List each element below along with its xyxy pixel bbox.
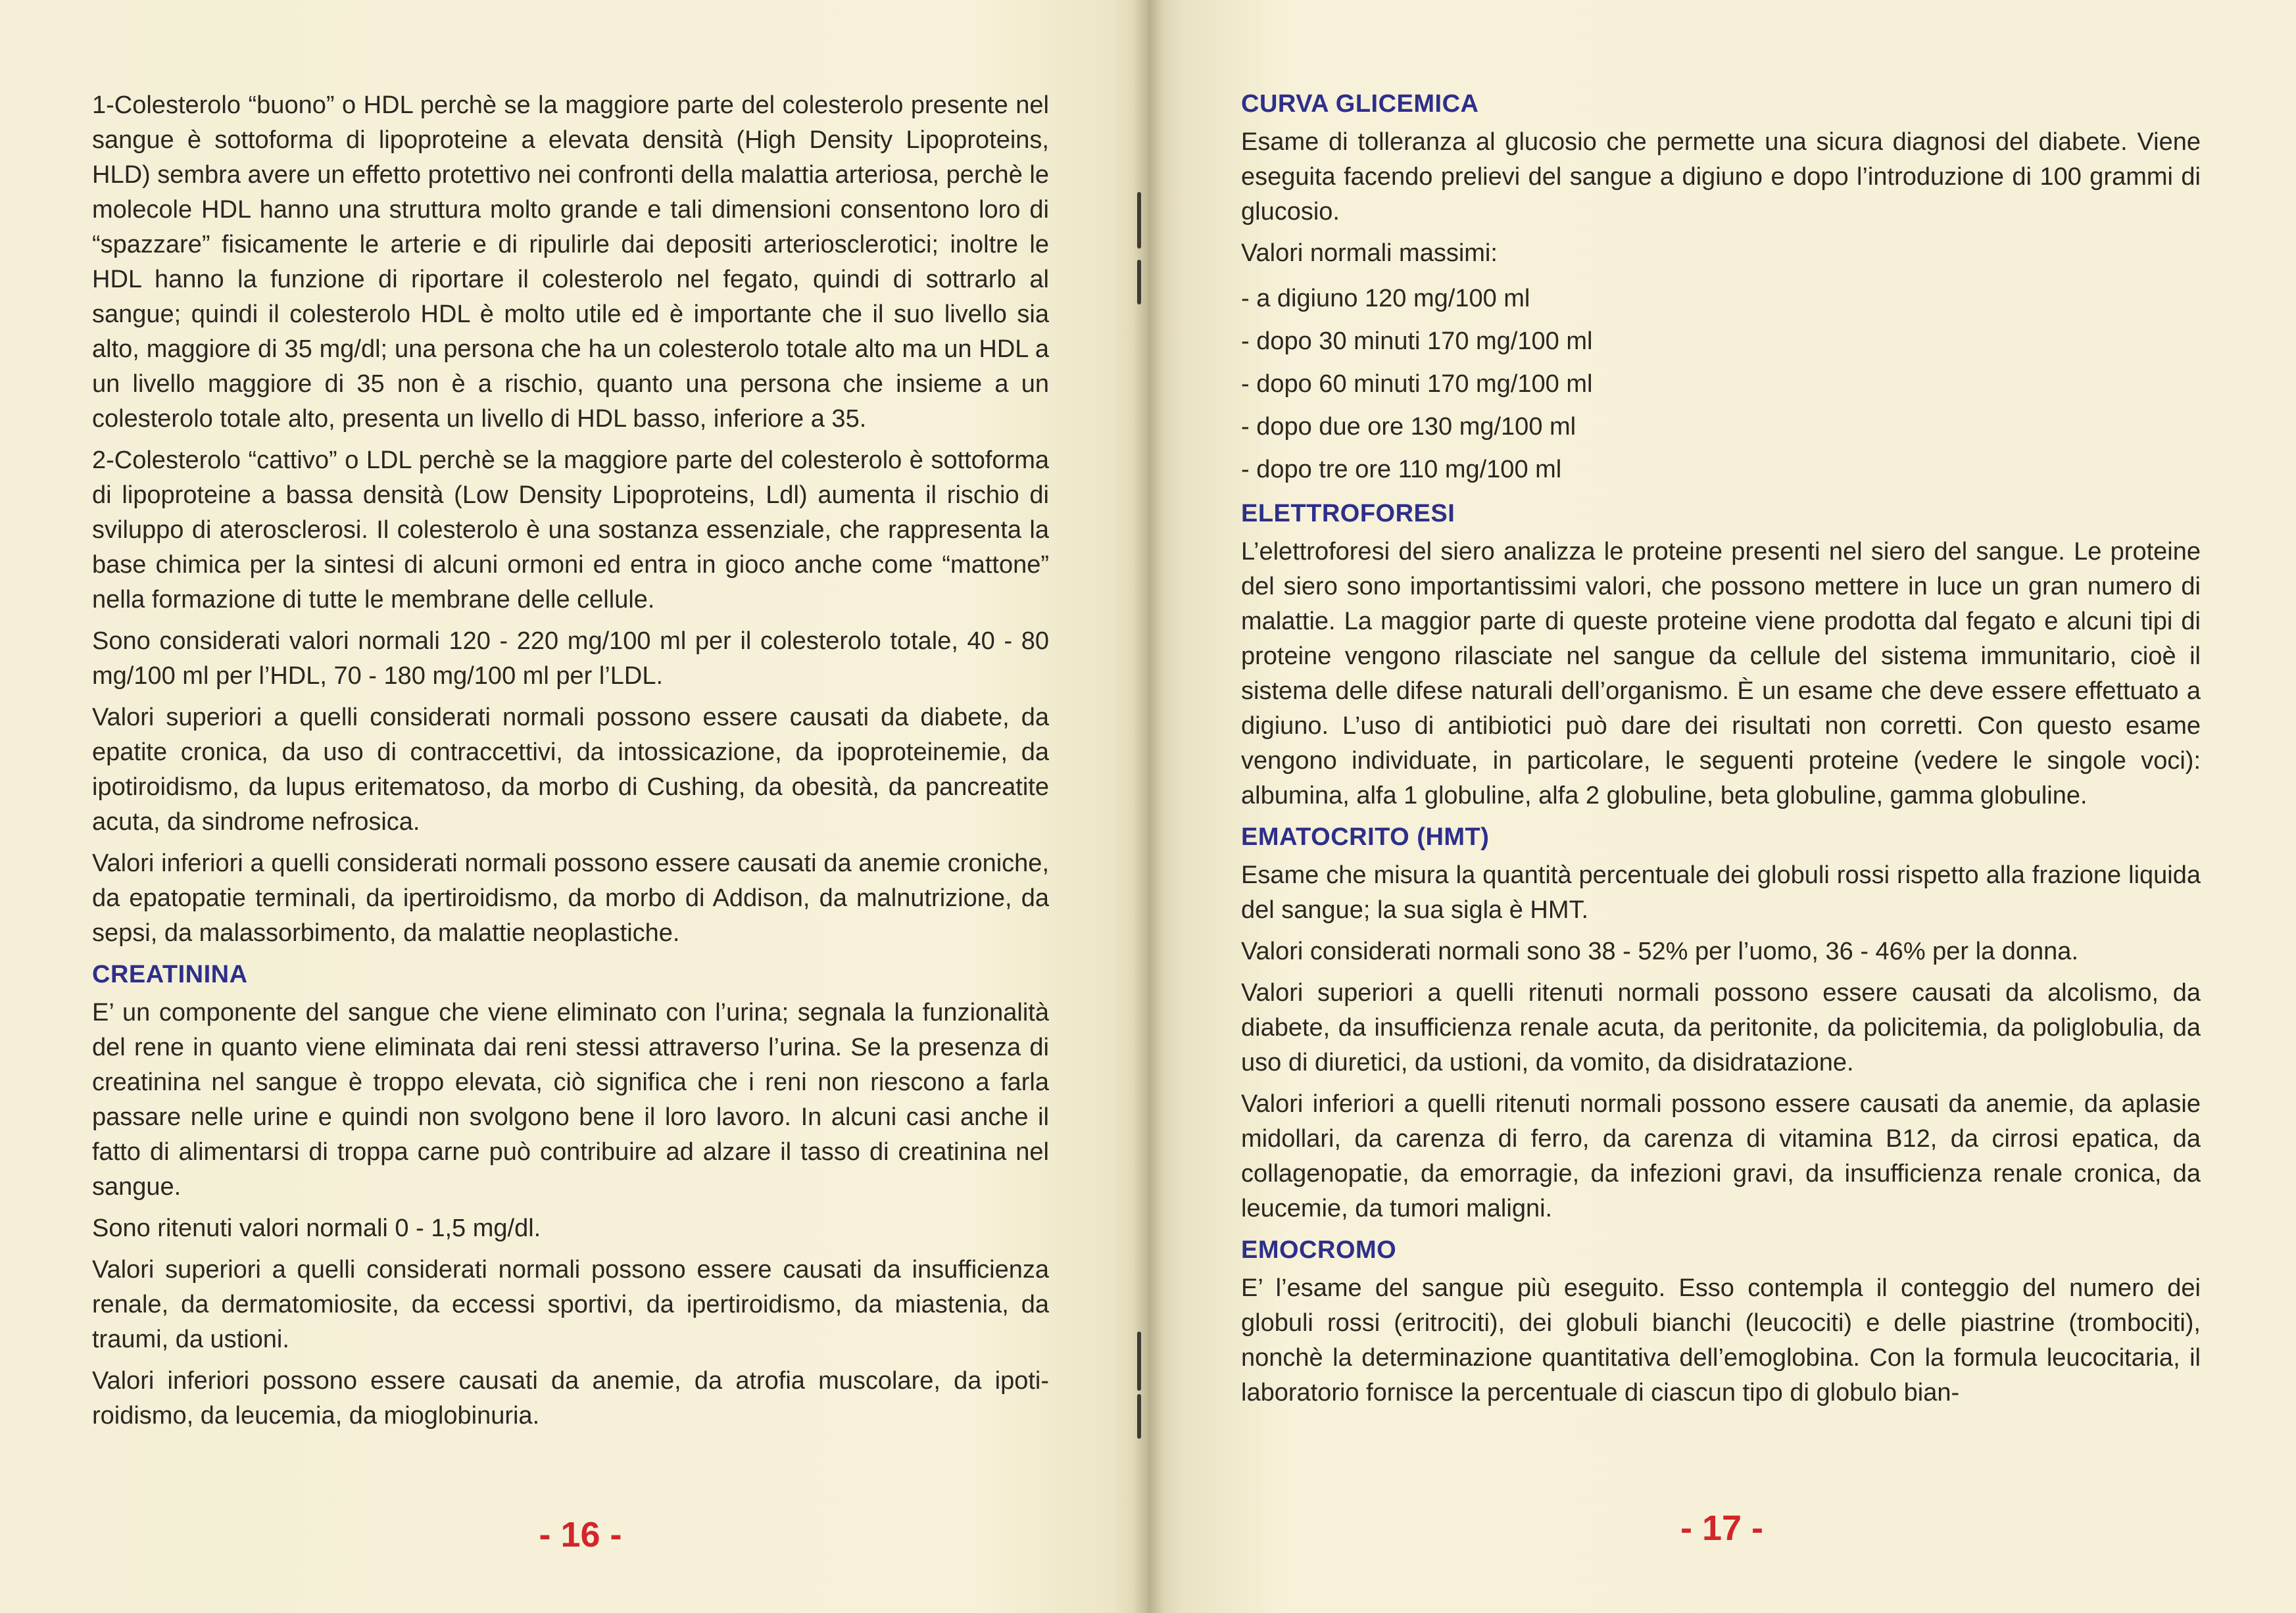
section-heading-curva-glicemica: CURVA GLICEMICA xyxy=(1241,90,1479,118)
paragraph-creatinina-intro: E’ un componente del sangue che viene eliminato con l’urina; segnala la funzionalità del rene in quanto viene eliminata dai reni stessi attraverso l’urina. Se la presenza di creatinina nel sangue è troppo elevata, ciò significa che i reni non riescono a farla passare nelle urine e quindi non svolgono bene il loro lavoro. In alcuni casi anche il fatto di alimentarsi di troppa carne può contribuire ad alzare il tasso di creatinina nel sangue. xyxy=(92,999,1049,1201)
list-item: - dopo due ore 130 mg/100 ml xyxy=(1241,413,1576,441)
paragraph-creatinina-low-values: Valori inferiori possono essere causati da anemie, da atrofia muscolare, da ipotiroidismo, da leucemia, da mioglobinuria. xyxy=(92,1367,1049,1430)
paragraph-ematocrito-high-values: Valori superiori a quelli ritenuti normali possono essere causati da alcolismo, da diabete, da insufficienza renale acuta, da peritonite, da policitemia, da poliglobulia, da uso di diuretici, da ustioni, da vomito, da disidratazione. xyxy=(1241,979,2201,1076)
staple-top-lower xyxy=(1137,260,1141,304)
curva-values-list xyxy=(1241,277,2201,491)
staple-bottom-lower xyxy=(1137,1394,1141,1439)
paragraph-hdl: 1-Colesterolo “buono” o HDL perchè se la maggiore parte del colesterolo presente nel sangue è sottoforma di lipoproteine a elevata densità (High Density Lipoproteins, HLD) sembra avere un effetto protettivo nei confronti della malattia arteriosa, perchè le molecole HDL hanno una struttura molto grande e tali dimensioni consentono loro di “spazzare” fisicamente le arterie e di ripulirle dai depositi arteriosclerotici; inoltre le HDL hanno la funzione di riportare il colesterolo nel fegato, quindi di sottrarlo al sangue; quindi il colesterolo HDL è molto utile ed è importante che il suo livello sia alto, maggiore di 35 mg/dl; una persona che ha un colesterolo totale alto ma un HDL a un livello maggiore di 35 non è a rischio, quanto una persona che insieme a un colesterolo totale alto, presenta un livello di HDL basso, inferiore a 35. xyxy=(92,91,1049,433)
paragraph-creatinina-high-values: Valori superiori a quelli considerati normali possono essere causati da insufficienza renale, da dermatomiosite, da eccessi sportivi, da ipertiroidismo, da miastenia, da traumi, da ustioni. xyxy=(92,1256,1049,1353)
section-heading-emocromo: EMOCROMO xyxy=(1241,1236,1397,1264)
section-heading-creatinina: CREATININA xyxy=(92,961,248,988)
staple-bottom-upper xyxy=(1137,1332,1141,1391)
paragraph-colesterolo-low-values: Valori inferiori a quelli considerati normali possono essere causati da anemie croniche, da epatopatie terminali, da ipertiroidismo, da morbo di Addison, da malnutrizione, da sepsi, da malassorbimento, da malattie neoplastiche. xyxy=(92,850,1049,947)
paragraph-elettroforesi: L’elettroforesi del siero analizza le proteine presenti nel siero del sangue. Le proteine del siero sono importantissimi valori, che possono mettere in luce un gran numero di malattie. La maggior parte di queste proteine viene prodotta dal fegato e alcuni tipi di proteine vengono rilasciate nel sangue da cellule del sistema immunitario, cioè il sistema delle difese naturali dell’organismo. È un esame che deve essere effettuato a digiuno. L’uso di antibiotici può dare dei risultati non corretti. Con questo esame vengono individuate, in particolare, le seguenti proteine (vedere le singole voci): albumina, alfa 1 globuline, alfa 2 globuline, beta globuline, gamma globuline. xyxy=(1241,538,2201,809)
paragraph-ldl: 2-Colesterolo “cattivo” o LDL perchè se la maggiore parte del colesterolo è sottoforma di lipoproteine a bassa densità (Low Density Lipoproteins, Ldl) aumenta il rischio di sviluppo di aterosclerosi. Il colesterolo è una sostanza essenziale, che rappresenta la base chimica per la sintesi di alcuni ormoni ed entra in gioco anche come “mattone” nella formazione di tutte le membrane delle cellule. xyxy=(92,446,1049,614)
page-number: - 17 - xyxy=(1680,1508,1764,1548)
paragraph-ematocrito-intro: Esame che misura la quantità percentuale dei globuli rossi rispetto alla frazione liquida del sangue; la sua sigla è HMT. xyxy=(1241,861,2201,924)
page-number: - 16 - xyxy=(539,1515,622,1554)
paragraph-ematocrito-low-values: Valori inferiori a quelli ritenuti normali possono essere causati da anemie, da aplasie midollari, da carenza di ferro, da carenza di vitamina B12, da cirrosi epatica, da collagenopatie, da emorragie, da infezioni gravi, da insufficienza renale cronica, da leucemie, da tumori maligni. xyxy=(1241,1090,2201,1222)
paragraph-colesterolo-normal-values: Sono considerati valori normali 120 - 220 mg/100 ml per il colesterolo totale, 40 - 80 mg/100 ml per l’HDL, 70 - 180 mg/100 ml per l’LDL. xyxy=(92,627,1049,690)
section-heading-ematocrito: EMATOCRITO (HMT) xyxy=(1241,823,1490,851)
staple-top-upper xyxy=(1137,192,1141,249)
list-item: - dopo tre ore 110 mg/100 ml xyxy=(1241,456,1562,483)
list-item: - a digiuno 120 mg/100 ml xyxy=(1241,285,1530,312)
paragraph-ematocrito-normal-values: Valori considerati normali sono 38 - 52% per l’uomo, 36 - 46% per la donna. xyxy=(1241,938,2078,965)
paragraph-creatinina-normal-values: Sono ritenuti valori normali 0 - 1,5 mg/dl. xyxy=(92,1215,541,1242)
section-heading-elettroforesi: ELETTROFORESI xyxy=(1241,500,1455,527)
page-17 xyxy=(1148,0,2296,1613)
paragraph-colesterolo-high-values: Valori superiori a quelli considerati normali possono essere causati da diabete, da epatite cronica, da uso di contraccettivi, da intossicazione, da ipoproteinemie, da ipotiroidismo, da lupus eritematoso, da morbo di Cushing, da obesità, da pancreatite acuta, da sindrome nefrosica. xyxy=(92,704,1049,836)
paragraph-curva-intro: Esame di tolleranza al glucosio che permette una sicura diagnosi del diabete. Viene eseguita facendo prelievi del sangue a digiuno e dopo l’introduzione di 100 grammi di glucosio. xyxy=(1241,128,2201,226)
list-item: - dopo 60 minuti 170 mg/100 ml xyxy=(1241,370,1593,398)
list-item: - dopo 30 minuti 170 mg/100 ml xyxy=(1241,327,1593,355)
paragraph-emocromo: E’ l’esame del sangue più eseguito. Esso contempla il conteggio del numero dei globuli rossi (eritrociti), dei globuli bianchi (leucociti) e delle piastrine (trombociti), nonchè la determinazione quantitativa dell’emoglobina. Con la formula leucocitaria, il laboratorio fornisce la percentuale di ciascun tipo di globulo bian- xyxy=(1241,1274,2201,1407)
paragraph-curva-values-label: Valori normali massimi: xyxy=(1241,239,1498,267)
